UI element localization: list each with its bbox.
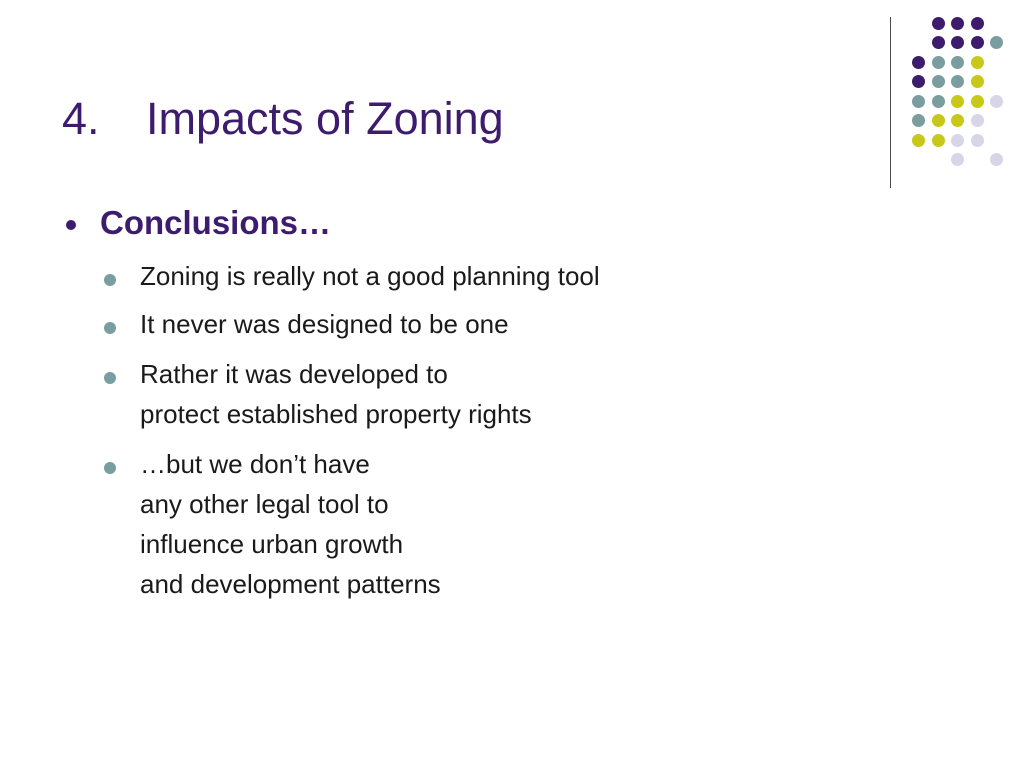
decor-dot (951, 17, 964, 30)
decor-dot (971, 17, 984, 30)
bullet-text (140, 256, 600, 296)
bullet-text-line: protect established property rights (140, 399, 532, 429)
bullet-text (140, 304, 509, 344)
decor-dot (971, 36, 984, 49)
decor-dot (912, 75, 925, 88)
decor-dot (971, 56, 984, 69)
decor-dot (912, 95, 925, 108)
decor-dot (971, 75, 984, 88)
bullet-text-line: any other legal tool to (140, 489, 389, 519)
decor-dot (951, 114, 964, 127)
decor-dot (990, 95, 1003, 108)
vertical-divider (890, 17, 891, 188)
decor-dot (951, 56, 964, 69)
decor-dot (971, 95, 984, 108)
decor-dot (951, 75, 964, 88)
decor-dot (951, 153, 964, 166)
bullet-text-line: Zoning is really not a good planning tool (140, 261, 600, 291)
bullet-text-line: influence urban growth (140, 529, 404, 559)
bullet-icon (104, 372, 116, 384)
bullet-text-line: and development patterns (140, 569, 441, 599)
decor-dot (912, 134, 925, 147)
decor-dot (932, 17, 945, 30)
bullet-icon (104, 322, 116, 334)
decor-dot (951, 95, 964, 108)
bullet-icon (104, 462, 116, 474)
decor-dot (951, 134, 964, 147)
decor-dot (932, 75, 945, 88)
decorative-dot-grid (0, 0, 1024, 200)
title-text: Impacts of Zoning (146, 93, 504, 144)
decor-dot (951, 36, 964, 49)
decor-dot (990, 153, 1003, 166)
decor-dot (990, 36, 1003, 49)
decor-dot (932, 95, 945, 108)
decor-dot (932, 36, 945, 49)
bullet-text (140, 444, 441, 604)
title-number: 4. (62, 93, 100, 144)
bullet-text-line: …but we don’t have (140, 449, 370, 479)
decor-dot (932, 114, 945, 127)
bullet-text-line: It never was designed to be one (140, 309, 509, 339)
decor-dot (932, 56, 945, 69)
decor-dot (971, 114, 984, 127)
decor-dot (912, 56, 925, 69)
decor-dot (971, 134, 984, 147)
conclusions-heading: Conclusions… (100, 204, 332, 241)
bullet-text-line: Rather it was developed to (140, 359, 448, 389)
bullet-icon (104, 274, 116, 286)
bullet-icon (66, 220, 76, 230)
decor-dot (912, 114, 925, 127)
decor-dot (932, 134, 945, 147)
bullet-text (140, 354, 532, 434)
